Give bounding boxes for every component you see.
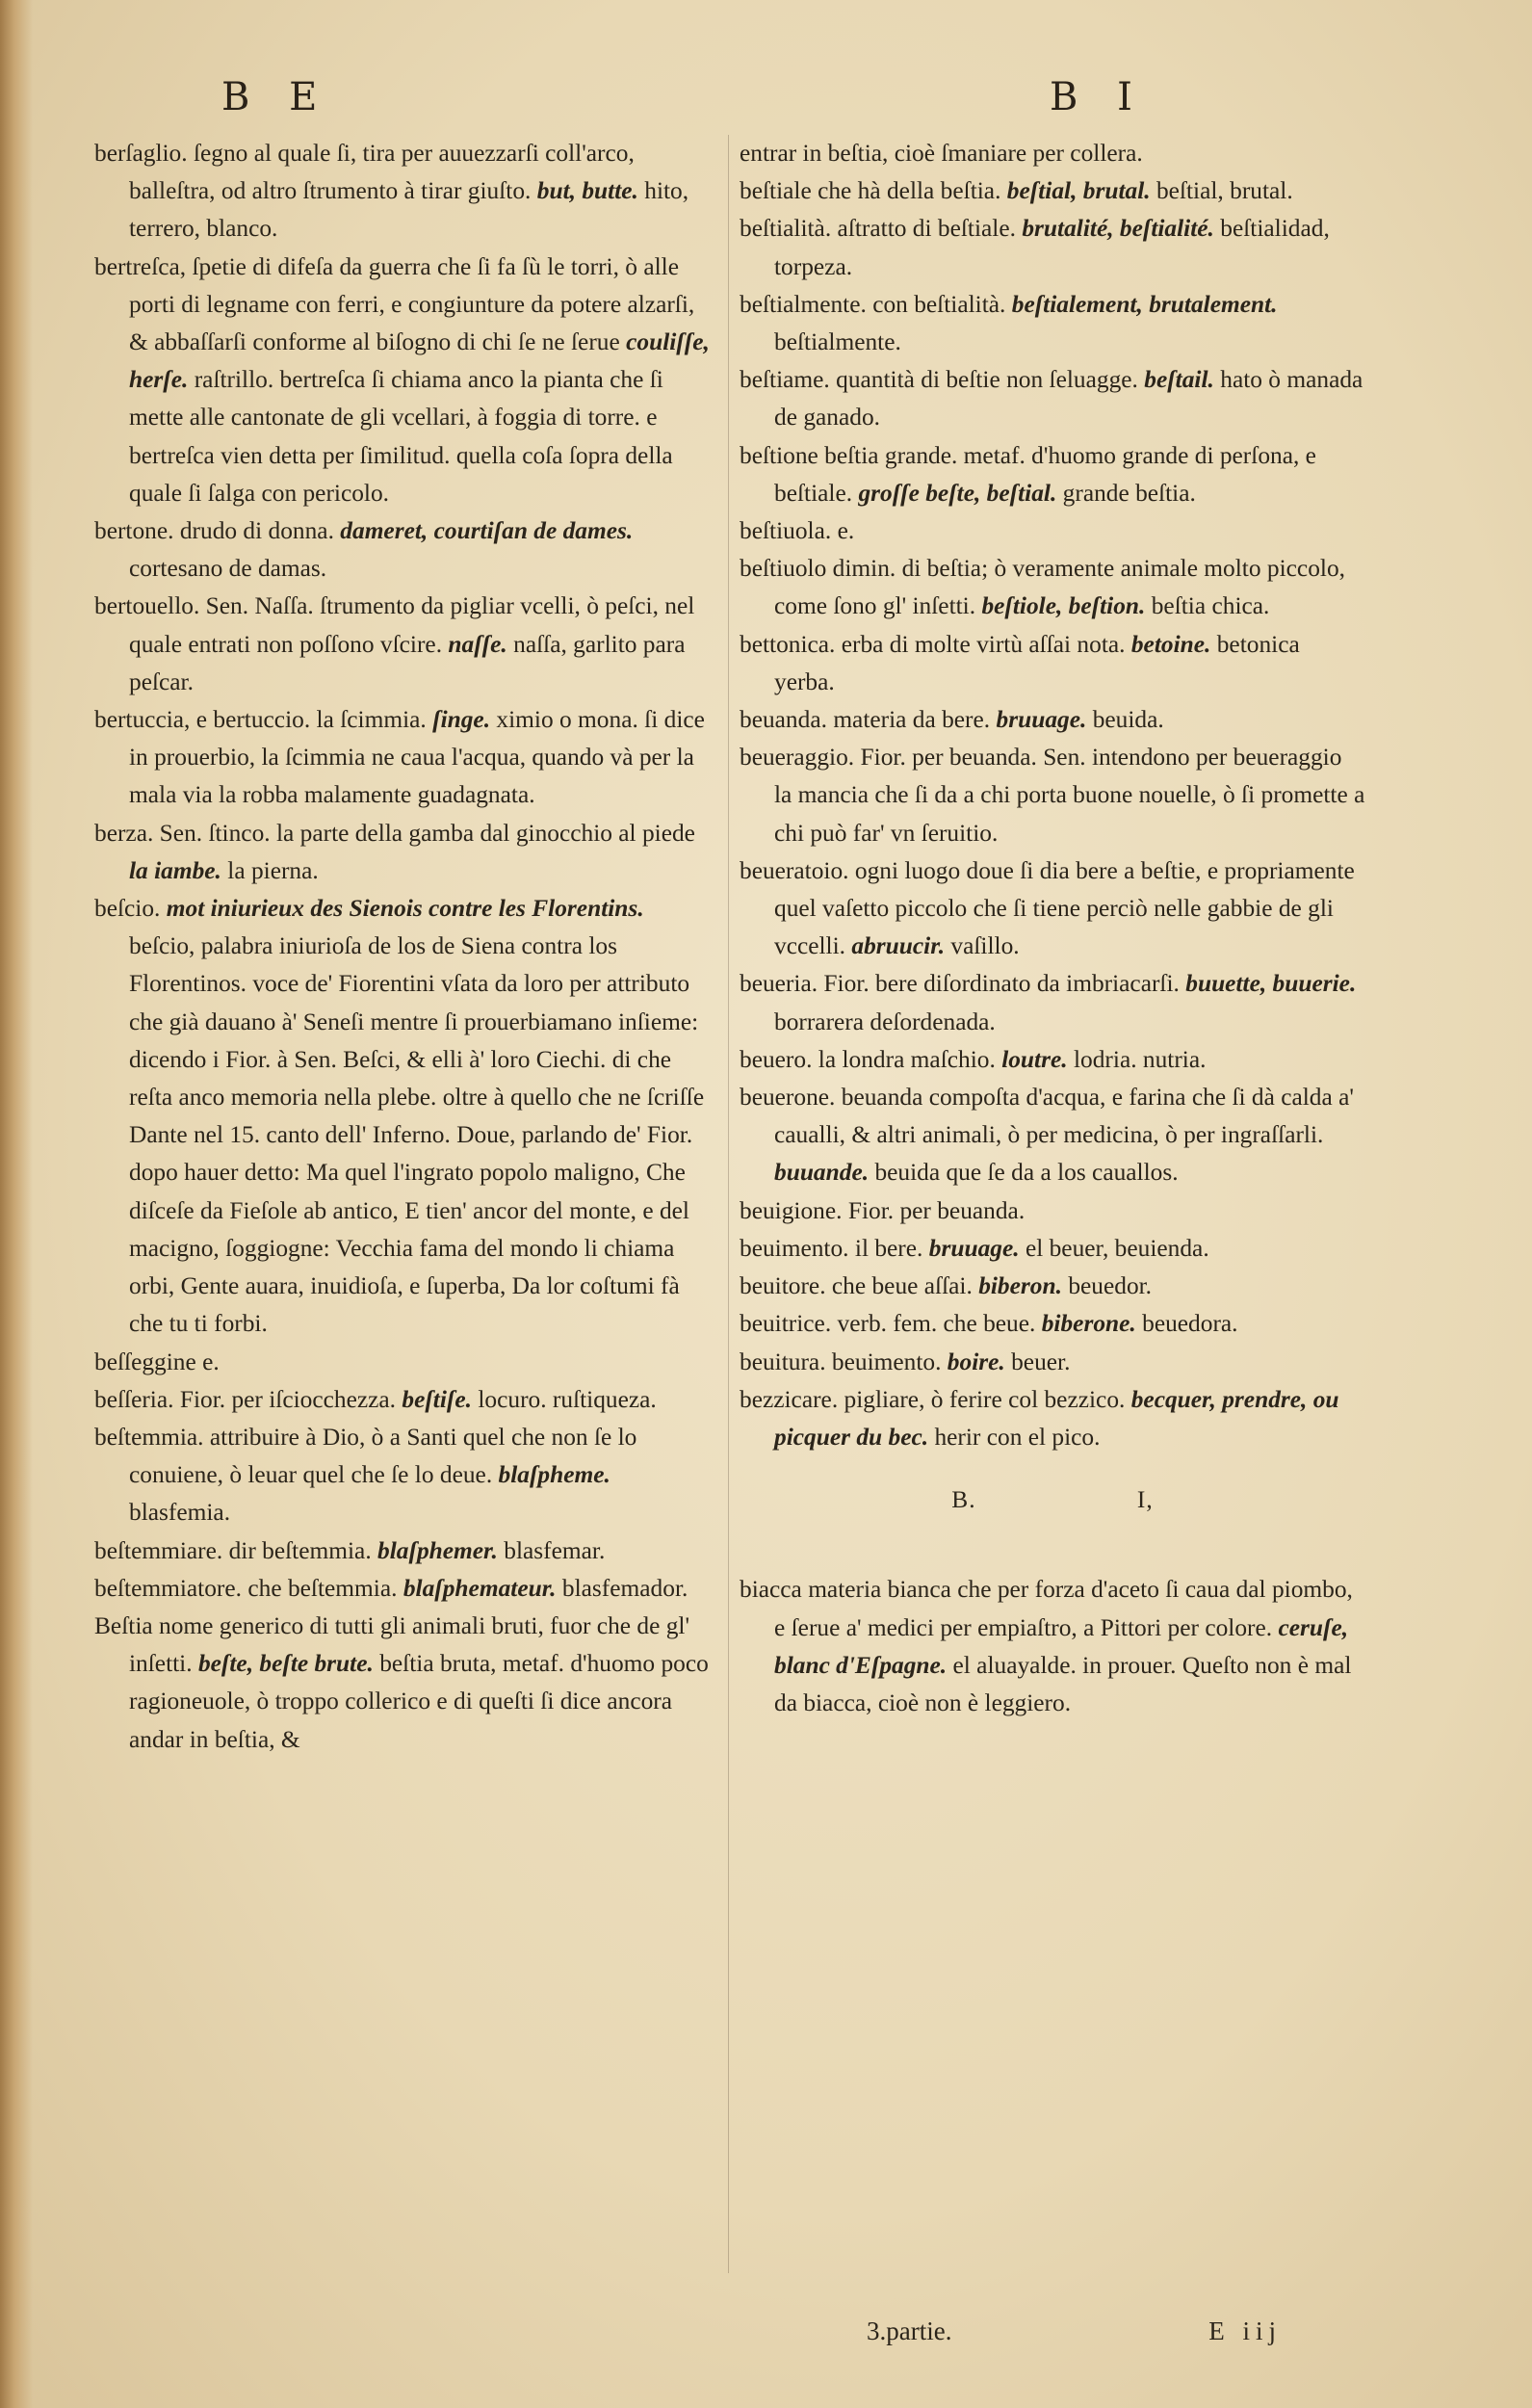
dictionary-entry xyxy=(740,437,1365,512)
entry-headword: beuerone. xyxy=(740,1084,836,1112)
entry-spanish: beuedor. xyxy=(1068,1272,1153,1300)
entry-definition: Fior. bere diſordinato da imbriacarſi. xyxy=(823,970,1180,998)
entry-spanish: beſcio, palabra iniurioſa de los de Siena contra los Florentinos. voce de' Fiorentini vſata da loro per attributo che già dauano à' Seneſi mentre ſi prouerbiamano inſieme: dicendo i Fior. à Sen. Beſci, & elli à' loro Ciechi. di che reſta anco memoria nella plebe. oltre à quello che ne ſcriſſe Dante nel 15. canto dell' Inferno. Doue, parlando de' Fior. dopo hauer detto: Ma quel l'ingrato popolo maligno, Che diſceſe da Fieſole ab antico, E tien' ancor del monte, e del macigno, ſoggiogne: Vecchia fama del mondo li chiama orbi, Gente auara, inuidioſa, e ſuperba, Da lor coſtumi fà che tu ti forbi. xyxy=(129,932,705,1338)
entry-definition: Fior. per beuanda. xyxy=(847,1196,1026,1224)
entry-spanish: borrarera deſordenada. xyxy=(774,1008,996,1035)
entry-french: betoine. xyxy=(1130,630,1211,658)
entry-definition: e bertuccio. la ſcimmia. xyxy=(195,706,427,734)
dictionary-entry xyxy=(94,890,711,1343)
entry-spanish: hato ò manada de ganado. xyxy=(774,366,1363,432)
right-column-wrap xyxy=(740,135,1365,1722)
dictionary-entry xyxy=(94,1608,711,1759)
entry-spanish: blasfemia. xyxy=(129,1499,231,1527)
entry-french: becquer, prendre, ou picquer du bec. xyxy=(774,1385,1339,1451)
entry-french: naſſe. xyxy=(448,630,507,658)
entry-definition: che hà della beſtia. xyxy=(818,177,1001,205)
entry-french: beſtiole, beſtion. xyxy=(981,592,1146,620)
entry-headword: bezzicare. xyxy=(740,1385,839,1413)
section-heading: B. I, xyxy=(951,1486,1154,1514)
entry-spanish: lodria. nutria. xyxy=(1073,1045,1207,1073)
dictionary-entry xyxy=(740,1381,1365,1456)
entry-definition: ſegno al quale ſi, tira per auuezzarſi coll'arco, balleſtra, od altro ſtrumento à tirar giuſto. xyxy=(129,140,635,205)
entry-french: mot iniurieux des Sienois contre les Florentins. xyxy=(166,895,644,923)
entry-definition: materia da bere. xyxy=(833,706,991,734)
entry-spanish: locuro. ruſtiqueza. xyxy=(478,1385,657,1413)
entry-headword: beuitore. xyxy=(740,1272,826,1300)
dictionary-entry xyxy=(94,1344,711,1381)
entry-spanish: hito, terrero, blanco. xyxy=(129,177,689,243)
entry-definition: verb. fem. che beue. xyxy=(837,1310,1036,1338)
entry-spanish: beuida que ſe da a los cauallos. xyxy=(874,1159,1179,1187)
entry-definition: beuanda compoſta d'acqua, e farina che ſi dà calda a' caualli, & altri animali, ò per medicina, ò per ingraſſarli. xyxy=(774,1084,1354,1149)
entry-spanish: beuida. xyxy=(1092,706,1164,734)
dictionary-entry xyxy=(94,249,711,512)
entry-headword: beuanda. xyxy=(740,706,827,734)
dictionary-entry xyxy=(94,1419,711,1532)
signature-mark: E iij xyxy=(1208,2316,1282,2345)
entry-definition: ogni luogo doue ſi dia bere a beſtie, e propriamente quel vaſetto piccolo che ſi tiene perciò nelle gabbie de gli vccelli. xyxy=(774,856,1355,960)
dictionary-entry xyxy=(740,1079,1365,1192)
entry-french: ceruſe, blanc d'Eſpagne. xyxy=(774,1613,1349,1679)
entry-definition: quantità di beſtie non ſeluagge. xyxy=(836,366,1138,394)
entry-definition: Sen. ſtinco. la parte della gamba dal ginocchio al piede xyxy=(159,819,695,847)
entry-definition: erba di molte virtù aſſai nota. xyxy=(841,630,1126,658)
entry-spanish: beſtialmente. xyxy=(774,328,901,356)
entry-headword: beſtemmiatore. xyxy=(94,1574,242,1602)
entry-definition: beuimento. xyxy=(831,1348,942,1375)
entry-definition: entrar in beſtia, cioè ſmaniare per collera. xyxy=(740,140,1143,167)
entry-headword: beſtiame. xyxy=(740,366,830,394)
entry-definition: materia bianca che per forza d'aceto ſi caua dal piombo, e ſerue a' medici per empiaſtro, a Pittori per colore. xyxy=(774,1576,1353,1641)
entry-spanish: ximio o mona. ſi dice in prouerbio, la ſcimmia ne caua l'acqua, quando và per la mala via la robba malamente guadagnata. xyxy=(129,706,705,809)
dictionary-entry xyxy=(740,1192,1365,1230)
entry-french: beſte, beſte brute. xyxy=(197,1650,374,1678)
entry-headword: beſtiuolo xyxy=(740,555,827,583)
dictionary-entry xyxy=(94,512,711,588)
entry-definition: che beſtemmia. xyxy=(247,1574,398,1602)
entry-spanish: blasfemar. xyxy=(504,1536,606,1564)
entry-definition: Fior. per iſciocchezza. xyxy=(179,1385,397,1413)
entry-headword: beſtialmente. xyxy=(740,290,867,318)
dictionary-entry xyxy=(740,1571,1365,1722)
entry-headword: berza. xyxy=(94,819,154,847)
entry-french: beſtail. xyxy=(1144,366,1214,394)
entry-spanish: naſſa, garlito para peſcar. xyxy=(129,630,686,695)
entry-french: brutalité, beſtialité. xyxy=(1022,215,1214,243)
dictionary-entry xyxy=(94,588,711,701)
entry-spanish: beſtia chica. xyxy=(1151,592,1270,620)
entry-spanish: beſtialidad, torpeza. xyxy=(774,215,1330,280)
entry-definition: aſtratto di beſtiale. xyxy=(837,215,1016,243)
entry-french: dameret, courtiſan de dames. xyxy=(340,517,634,545)
dictionary-entry xyxy=(740,172,1365,210)
running-head-right: B I xyxy=(1050,75,1146,119)
entry-french: boire. xyxy=(947,1348,1005,1375)
entry-definition: il bere. xyxy=(854,1234,923,1262)
entry-headword: beſtiale xyxy=(740,177,812,205)
right-column-after xyxy=(740,1571,1365,1722)
entry-headword: bertone. xyxy=(94,517,174,545)
entry-headword: bertreſca, xyxy=(94,252,187,280)
entry-spanish: herir con el pico. xyxy=(934,1423,1101,1451)
right-column xyxy=(740,135,1365,1456)
entry-french: beſtialement, brutalement. xyxy=(1011,290,1278,318)
entry-headword: beſtemmia. xyxy=(94,1423,204,1451)
entry-french: buuande. xyxy=(774,1159,870,1187)
entry-french: abruucir. xyxy=(851,932,946,960)
dictionary-entry xyxy=(740,626,1365,701)
entry-definition: e. xyxy=(837,517,855,545)
entry-french: but, butte. xyxy=(536,177,638,205)
entry-headword: beuero. xyxy=(740,1045,813,1073)
entry-definition: drudo di donna. xyxy=(179,517,334,545)
entry-headword: bettonica. xyxy=(740,630,836,658)
entry-headword: beueraggio. xyxy=(740,744,855,772)
dictionary-entry xyxy=(740,965,1365,1040)
entry-definition: Sen. Naſſa. ſtrumento da pigliar vcelli, ò peſci, nel quale entrati non poſſono vſcire. xyxy=(129,592,695,658)
entry-french: blaſphemer. xyxy=(377,1536,498,1564)
entry-definition: dimin. di beſtia; ò veramente animale molto piccolo, come ſono gl' inſetti. xyxy=(774,555,1345,620)
dictionary-entry xyxy=(740,550,1365,625)
entry-headword: beſtemmiare. xyxy=(94,1536,223,1564)
entry-headword: bertouello. xyxy=(94,592,200,620)
entry-headword: beſtialità. xyxy=(740,215,832,243)
catchword: 3.partie. xyxy=(867,2316,952,2345)
entry-spanish: beſtia bruta, metaf. d'huomo poco ragioneuole, ò troppo collerico e di queſti ſi dice ancora andar in beſtia, & xyxy=(129,1650,709,1753)
entry-headword: biacca xyxy=(740,1576,802,1604)
entry-definition: e. xyxy=(202,1348,220,1375)
dictionary-entry xyxy=(740,286,1365,361)
dictionary-entry xyxy=(740,701,1365,739)
entry-spanish: blasfemador. xyxy=(561,1574,688,1602)
entry-spanish: beuer. xyxy=(1011,1348,1071,1375)
entry-french: buuette, buuerie. xyxy=(1185,970,1357,998)
dictionary-entry xyxy=(94,1570,711,1608)
entry-headword: beſſeria. xyxy=(94,1385,174,1413)
dictionary-entry xyxy=(94,1532,711,1570)
entry-spanish: vaſillo. xyxy=(950,932,1020,960)
entry-headword: berſaglio. xyxy=(94,140,188,167)
dictionary-entry xyxy=(740,1041,1365,1079)
entry-definition: dir beſtemmia. xyxy=(228,1536,372,1564)
dictionary-entry xyxy=(740,1230,1365,1268)
entry-headword: beſcio. xyxy=(94,895,161,923)
entry-french: bruuage. xyxy=(928,1234,1020,1262)
dictionary-entry xyxy=(94,1381,711,1419)
dictionary-entry xyxy=(740,210,1365,285)
entry-french: loutre. xyxy=(1001,1045,1068,1073)
entry-french: biberon. xyxy=(978,1272,1062,1300)
entry-definition: ſpetie di difeſa da guerra che ſi fa ſù le torri, ò alle porti di legname con ferri, e congiunture da potere alzarſi, & abbaſſarſi conforme al biſogno di chi ſe ne ſerue xyxy=(129,252,695,356)
entry-definition: pigliare, ò ferire col bezzico. xyxy=(844,1385,1126,1413)
entry-headword: beſtione xyxy=(740,441,818,469)
entry-definition: Fior. per beuanda. Sen. intendono per beueraggio la mancia che ſi da a chi porta buone nouelle, ò ſi promette a chi può far' vn ſeruitio. xyxy=(774,744,1365,847)
entry-definition: che beue aſſai. xyxy=(831,1272,973,1300)
column-divider xyxy=(728,135,729,2273)
entry-french: la iambe. xyxy=(129,856,221,884)
dictionary-entry xyxy=(740,1305,1365,1343)
entry-french: ſinge. xyxy=(432,706,491,734)
entry-definition: beſtia grande. metaf. d'huomo grande di perſona, e beſtiale. xyxy=(774,441,1316,507)
entry-french: beſtiſe. xyxy=(402,1385,472,1413)
entry-headword: beuitura. xyxy=(740,1348,826,1375)
entry-definition: la londra maſchio. xyxy=(818,1045,996,1073)
entry-headword: beueratoio. xyxy=(740,856,849,884)
entry-spanish: el beuer, beuienda. xyxy=(1025,1234,1209,1262)
entry-spanish: cortesano de damas. xyxy=(129,555,327,583)
entry-french: biberone. xyxy=(1041,1310,1136,1338)
dictionary-entry xyxy=(740,739,1365,852)
entry-french: groſſe beſte, beſtial. xyxy=(858,479,1057,507)
entry-spanish: beuedora. xyxy=(1142,1310,1238,1338)
entry-headword: bertuccia, xyxy=(94,706,191,734)
entry-spanish: raſtrillo. bertreſca ſi chiama anco la pianta che ſi mette alle cantonate de gli vcellari, à foggia di torre. e bertreſca vien detta per ſimilitud. quella coſa ſopra della quale ſi ſalga con pericolo. xyxy=(129,366,673,507)
entry-definition: nome generico di tutti gli animali bruti, fuor che de gl' inſetti. xyxy=(129,1611,690,1678)
page-binding-edge xyxy=(0,0,33,2408)
dictionary-entry xyxy=(94,135,711,249)
entry-spanish: grande beſtia. xyxy=(1062,479,1196,507)
dictionary-entry xyxy=(740,361,1365,436)
entry-headword: beuigione. xyxy=(740,1196,843,1224)
left-column xyxy=(94,135,711,1759)
dictionary-entry xyxy=(740,1344,1365,1381)
entry-french: beſtial, brutal. xyxy=(1006,177,1151,205)
entry-french: couliſſe, herſe. xyxy=(129,328,710,394)
dictionary-entry xyxy=(740,852,1365,966)
entry-spanish: la pierna. xyxy=(227,856,319,884)
entry-definition: attribuire à Dio, ò a Santi quel che non ſe lo conuiene, ò leuar quel che ſe lo deue. xyxy=(129,1423,637,1489)
entry-spanish: el aluayalde. in prouer. Queſto non è mal da biacca, cioè non è leggiero. xyxy=(774,1651,1352,1716)
entry-french: blaſphemateur. xyxy=(402,1574,557,1602)
entry-french: bruuage. xyxy=(996,706,1087,734)
entry-headword: beueria. xyxy=(740,970,818,998)
entry-headword: Beſtia xyxy=(94,1611,153,1639)
dictionary-entry xyxy=(740,1268,1365,1305)
entry-spanish: beſtial, brutal. xyxy=(1155,177,1293,205)
page-footer xyxy=(867,2316,1282,2346)
entry-definition: con beſtialità. xyxy=(872,290,1006,318)
dictionary-entry xyxy=(94,815,711,890)
entry-headword: beſtiuola. xyxy=(740,517,832,545)
entry-headword: beuimento. xyxy=(740,1234,849,1262)
running-head-left: B E xyxy=(221,75,331,119)
entry-spanish: betonica yerba. xyxy=(774,630,1300,695)
entry-headword: beſſeggine xyxy=(94,1348,196,1375)
entry-french: blaſpheme. xyxy=(498,1461,610,1489)
dictionary-entry xyxy=(740,512,1365,550)
dictionary-entry xyxy=(94,701,711,815)
dictionary-entry xyxy=(740,135,1365,172)
entry-headword: beuitrice. xyxy=(740,1310,832,1338)
